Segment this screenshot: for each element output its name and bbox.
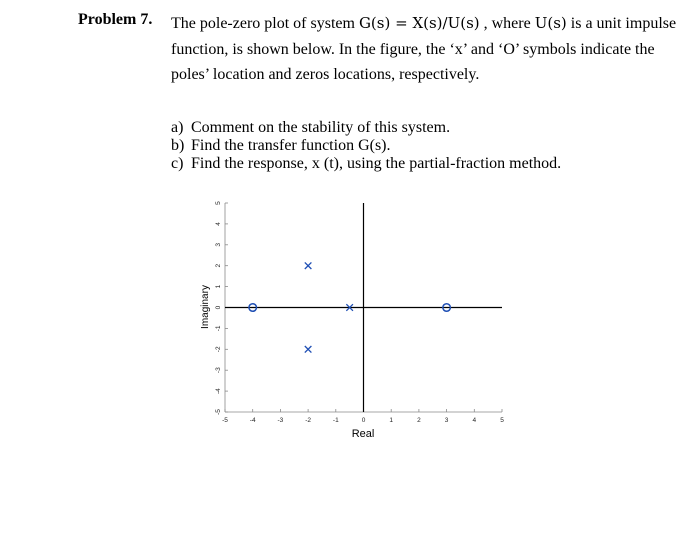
pole-zero-plot: [196, 194, 526, 444]
problem-label: Problem 7.: [78, 11, 153, 28]
y-tick-label: -4: [215, 388, 222, 394]
pole-marker: [305, 346, 312, 353]
statement-text-1a: The pole-zero plot of system: [171, 15, 359, 32]
x-tick-label: 0: [361, 417, 366, 424]
statement-text-1c: is a unit impulse: [566, 15, 677, 32]
task-item: [171, 155, 561, 173]
y-tick-label: -1: [215, 325, 222, 332]
statement-line-2: function, is shown below. In the figure, the ‘x’ and ‘O’ symbols indicate the: [171, 40, 655, 58]
y-tick-label: -3: [215, 367, 222, 374]
x-tick-label: -5: [222, 417, 228, 424]
y-tick-label: 0: [215, 305, 222, 310]
statement-text-1b: , where: [479, 15, 535, 32]
task-item: [171, 137, 561, 155]
x-tick-label: 2: [417, 417, 421, 424]
x-tick-label: 4: [472, 417, 477, 424]
y-tick-label: 5: [215, 201, 222, 205]
x-tick-label: -2: [305, 417, 311, 424]
task-marker: a): [171, 119, 184, 136]
task-text: Find the transfer function G(s).: [191, 137, 391, 154]
x-tick-label: 5: [500, 417, 504, 424]
x-axis-label: Real: [351, 428, 375, 440]
y-tick-label: -5: [215, 409, 222, 415]
task-list: [171, 119, 561, 173]
x-tick-label: -4: [249, 417, 256, 424]
y-tick-label: 3: [215, 242, 222, 247]
y-tick-label: -2: [215, 346, 222, 353]
task-marker: b): [171, 137, 185, 154]
task-item: [171, 119, 561, 137]
statement-line-3: poles’ location and zeros locations, respectively.: [171, 66, 480, 83]
x-tick-label: 1: [389, 417, 394, 424]
x-tick-label: -1: [332, 417, 339, 424]
transfer-function-expression: G(s) = X(s)/U(s): [358, 14, 480, 32]
input-signal-expression: U(s): [534, 14, 567, 32]
y-tick-label: 2: [215, 263, 222, 268]
task-text: Comment on the stability of this system.: [191, 119, 451, 136]
x-tick-label: 3: [444, 417, 449, 424]
task-text: Find the response, x (t), using the partial-fraction method.: [191, 155, 562, 172]
y-tick-label: 4: [215, 222, 222, 226]
y-axis-label: Imaginary: [200, 285, 211, 329]
problem-statement: [171, 11, 691, 88]
y-tick-label: 1: [215, 284, 222, 289]
pole-marker: [305, 262, 312, 269]
x-tick-label: -3: [277, 417, 284, 424]
task-marker: c): [171, 155, 184, 172]
statement-line-1: [171, 11, 691, 37]
